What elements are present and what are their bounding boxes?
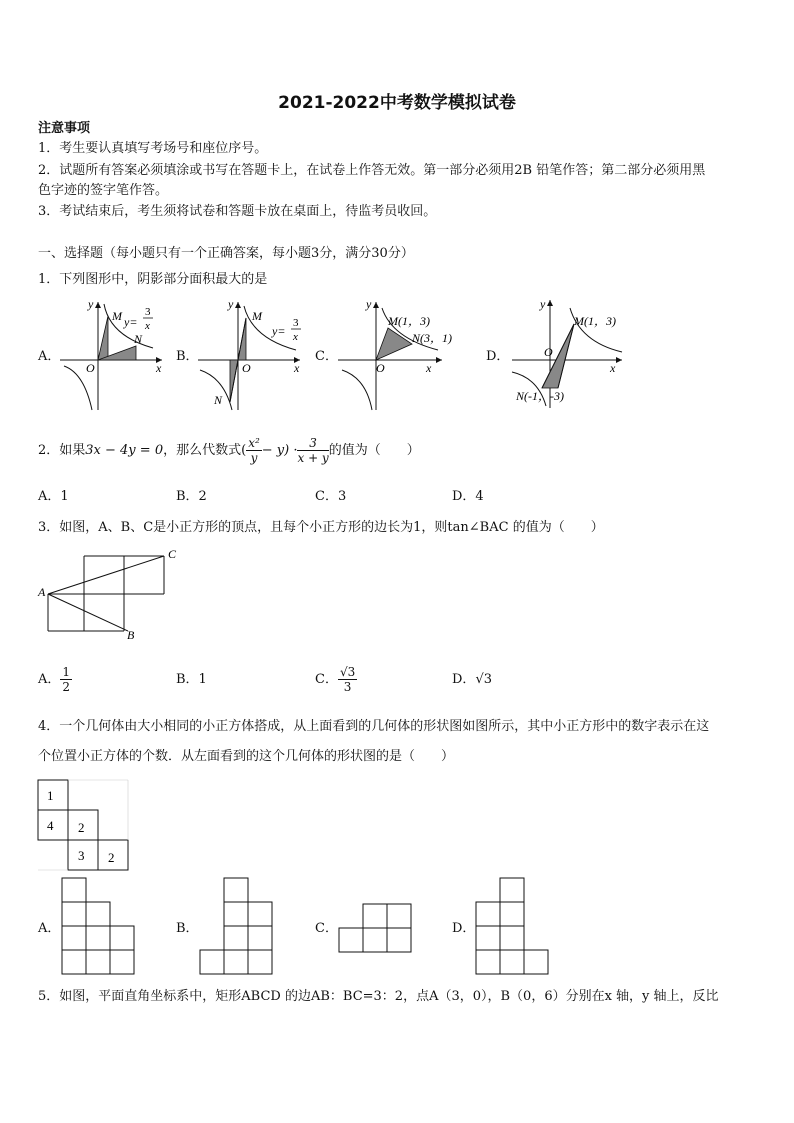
q4-option-a: A． [38,921,61,936]
q1-graph-b [196,298,306,413]
q1-option-c: C． [315,349,338,364]
page-title: 2021-2022中考数学模拟试卷 [278,93,516,113]
point-m-coord: M(1，3) [388,314,430,328]
axis-y-label: y [228,298,234,311]
q2-denominator: x + y [297,451,329,465]
grid-number: 2 [108,850,115,865]
q5-stem: 5．如图，平面直角坐标系中，矩形ABCD 的边AB：BC=3：2，点A（3，0），B（0，6）分别在x 轴，y 轴上，反比 [38,989,719,1004]
q3-numerator: √3 [339,665,356,679]
origin-label: O [544,345,553,359]
origin-label: O [86,361,95,375]
q3-option-c-fraction [338,665,357,694]
q2-option-d: D．4 [452,489,484,504]
q4-option-a-figure [60,876,140,978]
axis-x-label: x [426,361,432,375]
axis-y-label: y [88,298,94,311]
point-n-label: N [214,393,223,407]
origin-label: O [376,361,385,375]
point-n-coord: N(3，1) [412,331,452,345]
point-m-label: M [112,309,122,323]
q1-stem: 1．下列图形中，阴影部分面积最大的是 [38,272,268,287]
notes-heading: 注意事项 [38,121,91,136]
grid-number: 1 [47,788,54,803]
q3-option-b: B．1 [176,672,207,687]
q3-stem: 3．如图，A、B、C是小正方形的顶点，且每个小正方形的边长为1，则tan∠BAC 的值为（ ） [38,520,604,535]
q2-option-b: B．2 [176,489,207,504]
q2-mid: ，那么代数式 [163,443,242,458]
q2-denominator: y [250,451,258,465]
q3-denominator: 2 [62,680,71,694]
q4-option-b-figure [198,876,278,978]
q3-option-d-value: √3 [475,672,492,687]
q2-stem [38,433,420,469]
function-label: y= [124,315,138,329]
q2-fraction-3-xy [297,436,328,465]
q4-option-c-figure [337,900,417,956]
q3-grid-figure [36,546,186,642]
q1-option-a: A． [38,349,61,364]
q2-post: 的值为（ ） [328,443,420,458]
function-denominator: x [145,320,150,332]
q1-option-b: B． [176,349,199,364]
q4-option-d: D． [452,921,476,936]
function-numerator: 3 [293,317,299,329]
point-c-label: C [168,547,177,561]
q2-option-a: A．1 [38,489,69,504]
function-label: y= [272,324,286,338]
q3-option-a-fraction [60,665,72,694]
note-item: 3．考试结束后，考生须将试卷和答题卡放在桌面上，待监考员收回。 [38,204,437,219]
grid-number: 4 [47,818,54,833]
q1-option-d: D． [486,349,510,364]
q2-condition: 3x − 4y = 0 [85,443,164,458]
q2-option-c: C．3 [315,489,347,504]
axis-x-label: x [156,361,162,375]
point-n-coord: N(-1，-3) [516,389,564,403]
q1-graph-c [336,298,466,413]
q3-option-a [38,662,72,698]
q2-paren: ( [241,443,247,458]
q3-option-c-label: C． [315,672,338,687]
point-m-coord: M(1，3) [574,314,616,328]
point-m-label: M [252,309,262,323]
point-b-label: B [127,628,135,642]
q3-option-d-label: D． [452,672,476,687]
q1-graph-a [58,298,168,413]
origin-label: O [242,361,251,375]
grid-number: 3 [78,848,85,863]
q3-option-c [315,662,357,698]
q2-pre: 2．如果 [38,443,86,458]
axis-y-label: y [366,298,372,311]
point-n-label: N [134,332,143,346]
q3-option-d [452,671,492,689]
grid-number: 2 [78,820,85,835]
q3-numerator: 1 [62,665,71,679]
note-item: 1．考生要认真填写考场号和座位序号。 [38,141,268,156]
note-item: 色字迹的签字笔作答。 [38,183,169,198]
point-a-label: A [38,585,46,599]
q2-fraction-x2-y [246,436,262,465]
q4-option-d-figure [474,876,554,978]
axis-x-label: x [610,361,616,375]
axis-x-label: x [294,361,300,375]
function-numerator: 3 [145,306,151,318]
q4-stem-line2: 个位置小正方体的个数．从左面看到的这个几何体的形状图的是（ ） [38,749,455,764]
q4-option-c: C． [315,921,338,936]
q3-denominator: 3 [343,680,352,694]
q4-stem-line1: 4．一个几何体由大小相同的小正方体搭成，从上面看到的几何体的形状图如图所示，其中小正方形中的数字表示在这 [38,719,710,734]
axis-y-label: y [540,297,546,311]
function-denominator: x [293,331,298,343]
q2-numerator: 3 [297,436,328,451]
q2-minus-y: − y) · [261,443,298,458]
q4-option-b: B． [176,921,199,936]
note-item: 2．试题所有答案必须填涂或书写在答题卡上，在试卷上作答无效。第一部分必须用2B 铅笔作答；第二部分必须用黑 [38,163,706,178]
q3-option-a-label: A． [38,672,61,687]
q4-top-view-grid [36,778,132,872]
q1-graph-d [510,296,640,411]
q2-numerator: x² [248,436,260,450]
section-heading: 一、选择题（每小题只有一个正确答案，每小题3分，满分30分） [38,246,414,261]
